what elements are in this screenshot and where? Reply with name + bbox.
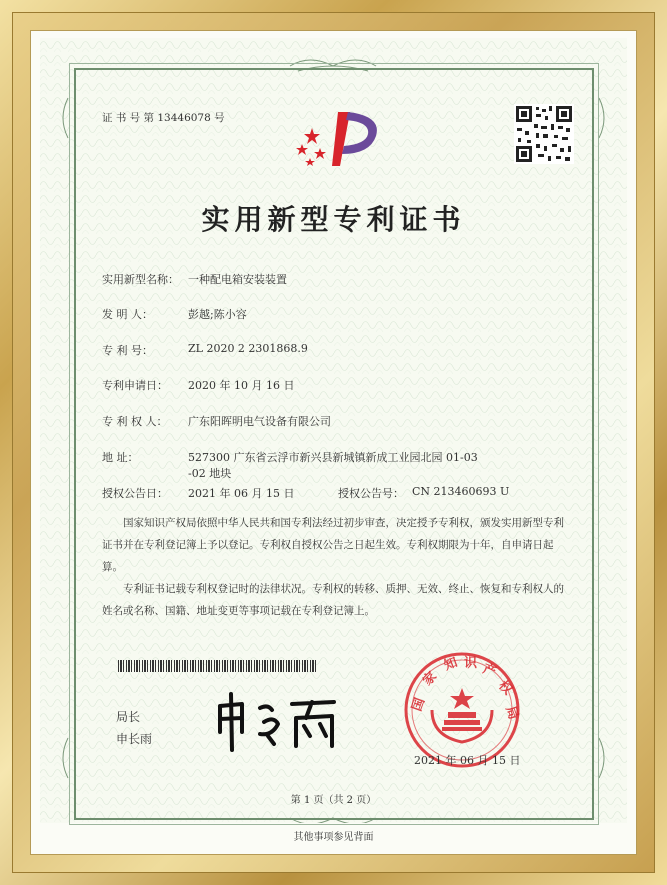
utility-model-name-label: 实用新型名称： [102, 273, 179, 286]
svg-text:知: 知 [442, 655, 460, 674]
patent-number-value: ZL 2020 2 2301868.9 [188, 342, 308, 355]
inventor-value: 彭越;陈小容 [188, 308, 247, 321]
svg-text:产: 产 [480, 661, 498, 681]
footer-note: 其他事项参见背面 [293, 832, 374, 843]
filing-date-value: 2020 年 10 月 16 日 [188, 379, 295, 392]
address-line-1: 527300 广东省云浮市新兴县新城镇新成工业园北园 01-03 [188, 451, 478, 464]
director-name: 申长雨 [116, 732, 153, 746]
cnipa-logo [290, 104, 390, 174]
inventor-label: 发 明 人： [102, 308, 153, 321]
certificate-title: 实用新型专利证书 [201, 203, 466, 236]
svg-text:局: 局 [502, 704, 521, 722]
grant-number-value: CN 213460693 U [412, 485, 510, 498]
address-label: 地 址： [102, 451, 139, 464]
utility-model-name-value: 一种配电箱安装装置 [188, 273, 287, 286]
patent-number-label: 专 利 号： [102, 344, 153, 357]
seal-date: 2021 年 06 月 15 日 [414, 754, 521, 767]
director-title: 局长 [116, 710, 141, 724]
grant-number-label: 授权公告号： [338, 487, 404, 500]
qr-code [514, 104, 574, 164]
legal-status-note: 专利证书记载专利权登记时的法律状况。专利权的转移、质押、无效、终止、恢复和专利权人的姓名或名称、国籍、地址变更等事项记载在专利登记簿上。 [102, 583, 564, 617]
filing-date-label: 专利申请日： [102, 379, 168, 392]
certificate-number: 证 书 号 第 13446078 号 [102, 112, 225, 124]
patentee-label: 专 利 权 人： [102, 415, 168, 428]
svg-text:家: 家 [420, 669, 441, 689]
grant-date-value: 2021 年 06 月 15 日 [188, 487, 295, 500]
address-line-2: -02 地块 [188, 467, 232, 480]
grant-statement: 国家知识产权局依照中华人民共和国专利法经过初步审查，决定授予专利权，颁发实用新型专利证书并在专利登记簿上予以登记。专利权自授权公告之日起生效。专利权期限为十年，自申请日起算。 [102, 517, 564, 573]
director-signature [208, 688, 348, 756]
svg-text:识: 识 [464, 656, 478, 671]
page-number: 第 1 页（共 2 页） [290, 795, 377, 806]
barcode [118, 660, 318, 672]
patentee-value: 广东阳晖明电气设备有限公司 [188, 415, 331, 428]
grant-date-label: 授权公告日： [102, 487, 168, 500]
certificate-paper [40, 38, 627, 823]
svg-text:权: 权 [495, 678, 515, 699]
svg-text:国: 国 [409, 696, 429, 714]
